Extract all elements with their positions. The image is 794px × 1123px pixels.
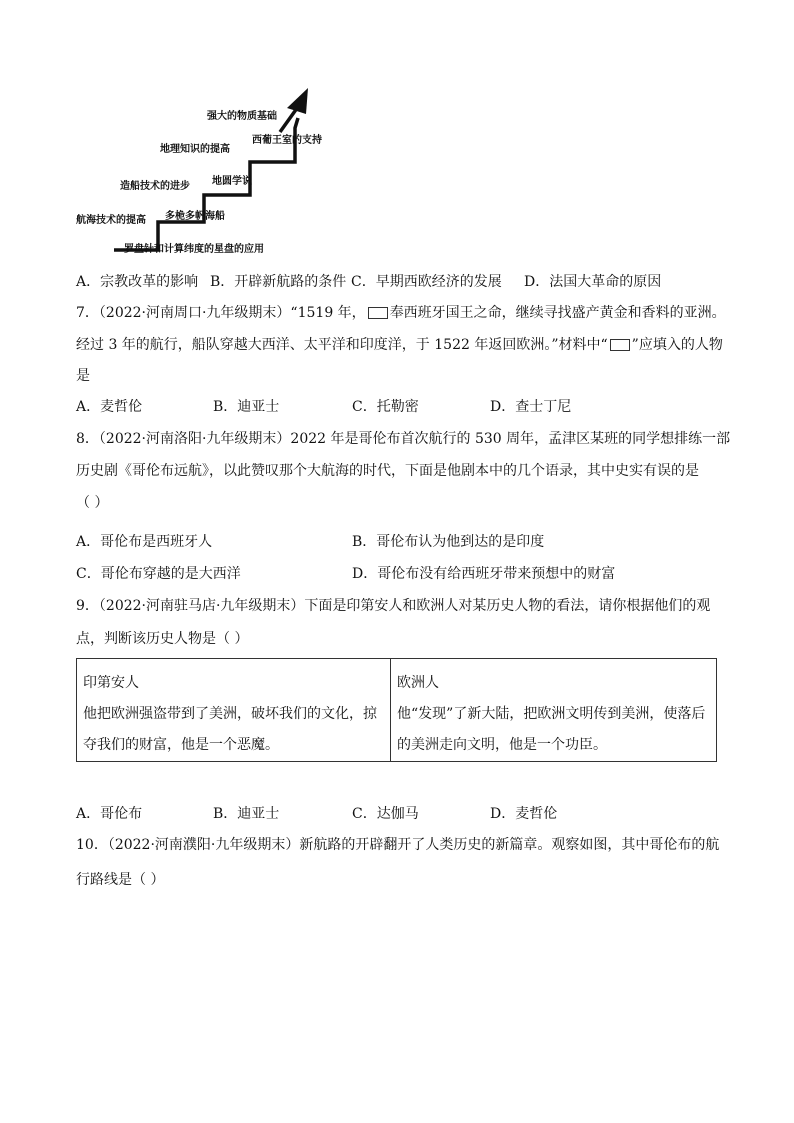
- q7-option-b[interactable]: B．迪亚士: [213, 399, 280, 415]
- label-shipbuilding: 造船技术的进步: [120, 181, 190, 192]
- q9-option-a[interactable]: A．哥伦布: [76, 806, 143, 822]
- table-left-line-2: 夺我们的财富，他是一个恶魔。: [83, 737, 279, 753]
- q7-option-a[interactable]: A．麦哲伦: [76, 399, 143, 415]
- table-right-line-1: 他“发现”了新大陆，把欧洲文明传到美洲，使落后: [397, 706, 706, 722]
- q6-option-c[interactable]: C．早期西欧经济的发展: [351, 274, 502, 290]
- q6-option-b[interactable]: B．开辟新航路的条件: [210, 274, 347, 290]
- blank-box-icon: [610, 339, 630, 351]
- q7-line-1: [76, 302, 726, 322]
- label-compass-astrolabe: 罗盘针和计算纬度的星盘的应用: [124, 244, 264, 255]
- table-right-header: 欧洲人: [397, 675, 439, 691]
- blank-box-icon: [368, 307, 388, 319]
- label-material-foundation: 强大的物质基础: [207, 111, 277, 122]
- table-left-line-1: 他把欧洲强盗带到了美洲，破坏我们的文化，掠: [83, 706, 377, 722]
- q7-prefix: 7．（2022·河南周口·九年级期末）“1519 年，: [76, 305, 366, 321]
- q8-option-a[interactable]: A．哥伦布是西班牙人: [76, 534, 213, 550]
- q9-option-c[interactable]: C．达伽马: [352, 806, 419, 822]
- q6-option-a[interactable]: A．宗教改革的影响: [76, 274, 199, 290]
- q7-line2-prefix: 经过 3 年的航行，船队穿越大西洋、太平洋和印度洋，于 1522 年返回欧洲。”材料中“: [76, 337, 608, 353]
- q10-line-2: 行路线是（ ）: [76, 872, 165, 888]
- q7-option-d[interactable]: D．查士丁尼: [490, 399, 572, 415]
- q8-option-d[interactable]: D．哥伦布没有给西班牙带来预想中的财富: [352, 566, 616, 582]
- q8-option-b[interactable]: B．哥伦布认为他到达的是印度: [352, 534, 545, 550]
- label-multi-mast-ships: 多桅多帆海船: [165, 211, 225, 222]
- label-round-earth-theory: 地圆学说: [212, 176, 252, 187]
- q9-line-1: 9．（2022·河南驻马店·九年级期末）下面是印第安人和欧洲人对某历史人物的看法，请你根据他们的观: [76, 598, 711, 614]
- table-divider: [390, 659, 391, 761]
- q9-line-2: 点，判断该历史人物是（ ）: [76, 631, 249, 647]
- q7-after-box: 奉西班牙国王之命，继续寻找盛产黄金和香料的亚洲。: [389, 305, 726, 321]
- q7-line-2: [76, 334, 723, 354]
- q9-option-d[interactable]: D．麦哲伦: [490, 806, 558, 822]
- table-right-line-2: 的美洲走向文明，他是一个功臣。: [397, 737, 607, 753]
- q6-option-d[interactable]: D．法国大革命的原因: [524, 274, 662, 290]
- q7-line2-suffix: ”应填入的人物: [631, 337, 723, 353]
- opinion-table: [76, 658, 717, 762]
- label-royal-support: 西葡王室的支持: [252, 135, 322, 146]
- table-left-header: 印第安人: [83, 675, 139, 691]
- q8-line-2: 历史剧《哥伦布远航》，以此赞叹那个大航海的时代，下面是他剧本中的几个语录，其中史实有误的是: [76, 463, 699, 479]
- q7-line-3: 是: [76, 368, 90, 384]
- q10-line-1: 10．（2022·河南濮阳·九年级期末）新航路的开辟翻开了人类历史的新篇章。观察如图，其中哥伦布的航: [76, 837, 720, 853]
- q8-option-c[interactable]: C．哥伦布穿越的是大西洋: [76, 566, 241, 582]
- q8-line-3: （ ）: [76, 495, 109, 511]
- q9-option-b[interactable]: B．迪亚士: [213, 806, 280, 822]
- q8-line-1: 8．（2022·河南洛阳·九年级期末）2022 年是哥伦布首次航行的 530 周年，孟津区某班的同学想排练一部: [76, 431, 731, 447]
- label-geography-knowledge: 地理知识的提高: [160, 144, 230, 155]
- q7-option-c[interactable]: C．托勒密: [352, 399, 419, 415]
- label-navigation-tech: 航海技术的提高: [76, 215, 146, 226]
